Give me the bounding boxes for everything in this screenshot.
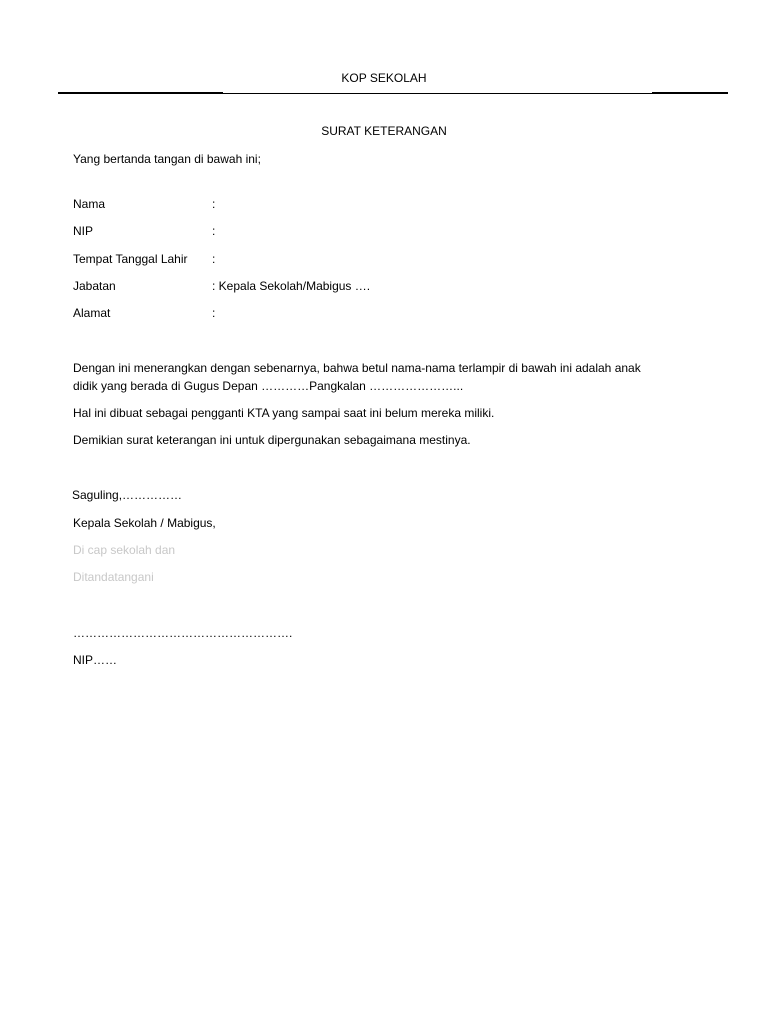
body-paragraph-1-line-1: Dengan ini menerangkan dengan sebenarnya, bahwa betul nama-nama terlampir di bawah ini adalah anak xyxy=(73,361,641,375)
field-value-alamat: : xyxy=(212,306,216,320)
field-value-ttl: : xyxy=(212,252,216,266)
signature-nip: NIP…… xyxy=(73,653,118,667)
field-value-nama: : xyxy=(212,197,216,211)
field-label-alamat: Alamat xyxy=(73,306,111,320)
field-value-nip: : xyxy=(212,224,216,238)
kop-sekolah-heading: KOP SEKOLAH xyxy=(341,71,427,85)
document-title: SURAT KETERANGAN xyxy=(321,124,447,138)
header-rule-thick-left xyxy=(58,92,223,93)
signature-position: Kepala Sekolah / Mabigus, xyxy=(73,516,216,530)
body-paragraph-1-line-2: didik yang berada di Gugus Depan …………Pangkalan …………………... xyxy=(73,379,464,393)
header-rule xyxy=(58,93,728,94)
field-label-nip: NIP xyxy=(73,224,94,238)
signature-place-date: Saguling,…………… xyxy=(72,488,183,502)
stamp-note-line-1: Di cap sekolah dan xyxy=(73,543,176,557)
field-label-ttl: Tempat Tanggal Lahir xyxy=(73,252,188,266)
body-paragraph-2: Hal ini dibuat sebagai pengganti KTA yang sampai saat ini belum mereka miliki. xyxy=(73,406,495,420)
field-label-nama: Nama xyxy=(73,197,106,211)
signature-name-line: ………………………………………………. xyxy=(73,626,293,640)
field-label-jabatan: Jabatan xyxy=(73,279,116,293)
intro-text: Yang bertanda tangan di bawah ini; xyxy=(73,152,261,166)
header-rule-thick-right xyxy=(652,92,728,93)
field-value-jabatan: : Kepala Sekolah/Mabigus …. xyxy=(212,279,371,293)
stamp-note-line-2: Ditandatangani xyxy=(73,570,154,584)
body-paragraph-3: Demikian surat keterangan ini untuk dipergunakan sebagaimana mestinya. xyxy=(73,433,471,447)
